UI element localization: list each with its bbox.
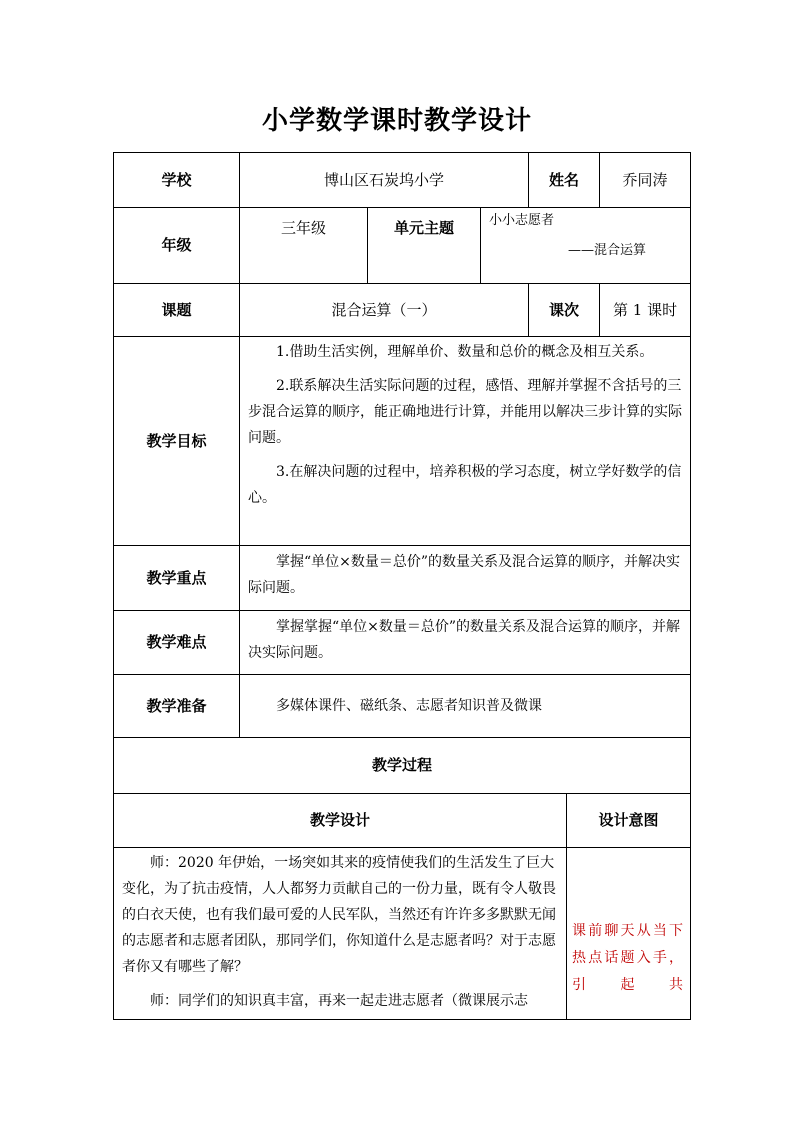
intent-text: 课前聊天从当下热点话题入手，引起共 bbox=[572, 923, 686, 993]
row-process-heading bbox=[114, 738, 691, 794]
intent-header: 设计意图 bbox=[567, 794, 691, 848]
preparation-text: 多媒体课件、磁纸条、志愿者知识普及微课 bbox=[276, 698, 542, 714]
period-label: 课次 bbox=[529, 284, 600, 337]
design-paragraph-2: 师：同学们的知识真丰富，再来一起走进志愿者（微课展示志 bbox=[150, 993, 528, 1009]
period-value: 第 1 课时 bbox=[600, 284, 691, 337]
name-label: 姓名 bbox=[529, 153, 600, 208]
grade-label: 年级 bbox=[114, 208, 240, 284]
preparation-content bbox=[240, 675, 691, 738]
goals-content bbox=[240, 337, 691, 546]
row-difficulties bbox=[114, 611, 691, 675]
row-topic bbox=[114, 284, 691, 337]
unit-label: 单元主题 bbox=[368, 208, 481, 284]
goal-item-1: 1.借助生活实例，理解单价、数量和总价的概念及相互关系。 bbox=[276, 344, 654, 360]
key-points-label: 教学重点 bbox=[114, 546, 240, 611]
page-title: 小学数学课时教学设计 bbox=[261, 106, 532, 136]
unit-value bbox=[481, 208, 691, 284]
lesson-plan-table bbox=[113, 152, 691, 1020]
design-header: 教学设计 bbox=[114, 794, 567, 848]
row-preparation bbox=[114, 675, 691, 738]
key-points-text: 掌握“单位×数量＝总价”的数量关系及混合运算的顺序，并解决实际问题。 bbox=[248, 554, 681, 596]
unit-theme-line1: 小小志愿者 bbox=[489, 213, 555, 228]
topic-value: 混合运算（一） bbox=[240, 284, 529, 337]
grade-value: 三年级 bbox=[240, 208, 368, 284]
difficulties-label: 教学难点 bbox=[114, 611, 240, 675]
preparation-label: 教学准备 bbox=[114, 675, 240, 738]
row-process-content bbox=[114, 848, 691, 1020]
goal-item-2: 2.联系解决生活实际问题的过程，感悟、理解并掌握不含括号的三步混合运算的顺序，能正确地进行计算，并能用以解决三步计算的实际问题。 bbox=[248, 378, 682, 446]
unit-theme-line2: ——混合运算 bbox=[568, 242, 647, 258]
row-goals bbox=[114, 337, 691, 546]
row-school bbox=[114, 153, 691, 208]
design-paragraph-1: 师：2020 年伊始，一场突如其来的疫情使我们的生活发生了巨大变化，为了抗击疫情，人人都努力贡献自己的一份力量，既有令人敬畏的白衣天使，也有我们最可爱的人民军队，当然还有许许多多默默无闻的志愿者和志愿者团队，那同学们，你知道什么是志愿者吗？对于志愿者你又有哪些了解？ bbox=[122, 855, 556, 975]
key-points-content bbox=[240, 546, 691, 611]
school-value: 博山区石炭坞小学 bbox=[240, 153, 529, 208]
row-process-headers bbox=[114, 794, 691, 848]
topic-label: 课题 bbox=[114, 284, 240, 337]
difficulties-content bbox=[240, 611, 691, 675]
intent-content bbox=[567, 848, 691, 1020]
row-key-points bbox=[114, 546, 691, 611]
school-label: 学校 bbox=[114, 153, 240, 208]
row-grade bbox=[114, 208, 691, 284]
goals-label: 教学目标 bbox=[114, 337, 240, 546]
design-content bbox=[114, 848, 567, 1020]
difficulties-text: 掌握掌握“单位×数量＝总价”的数量关系及混合运算的顺序，并解决实际问题。 bbox=[248, 619, 681, 661]
name-value: 乔同涛 bbox=[600, 153, 691, 208]
goal-item-3: 3.在解决问题的过程中，培养积极的学习态度，树立学好数学的信心。 bbox=[248, 464, 682, 506]
process-heading: 教学过程 bbox=[114, 738, 691, 794]
